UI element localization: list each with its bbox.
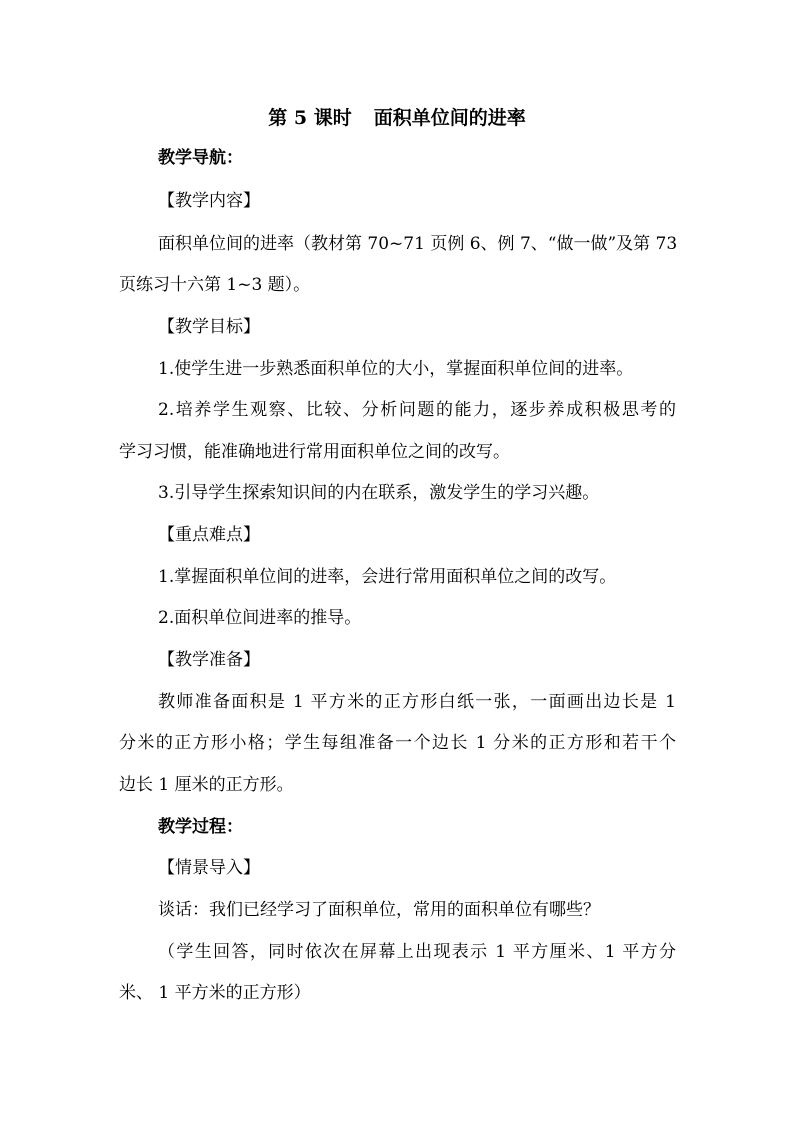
lesson-number: 第 5 课时 [268,107,352,129]
key-point-1: 1.掌握面积单位间的进率，会进行常用面积单位之间的改写。 [158,567,617,587]
teaching-process-heading: 教学过程： [158,817,243,837]
goal-item-2-line2: 学习习惯，能准确地进行常用面积单位之间的改写。 [119,442,510,462]
goal-item-2-line1: 2.培养学生观察、比较、分析问题的能力，逐步养成积极思考的 [158,400,676,420]
teaching-navigation-heading: 教学导航： [158,148,243,168]
lesson-topic: 面积单位间的进率 [373,107,526,129]
content-paragraph-line2: 页练习十六第 1~3 题）。 [119,275,311,295]
page-title [0,104,794,132]
goal-item-3: 3.引导学生探索知识间的内在联系，激发学生的学习兴趣。 [158,483,600,503]
section-heading-preparation: 【教学准备】 [158,650,260,670]
section-heading-goals: 【教学目标】 [158,317,260,337]
answer-paragraph-line1: （学生回答，同时依次在屏幕上出现表示 1 平方厘米、1 平方分 [158,942,676,962]
section-heading-introduction: 【情景导入】 [158,858,260,878]
preparation-line3: 边长 1 厘米的正方形。 [119,775,294,795]
content-paragraph-line1: 面积单位间的进率（教材第 70~71 页例 6、例 7、“做一做”及第 73 [158,234,678,254]
answer-paragraph-line2: 米、 1 平方米的正方形） [119,983,311,1003]
section-heading-key-points: 【重点难点】 [158,525,260,545]
talk-paragraph: 谈话：我们已经学习了面积单位，常用的面积单位有哪些？ [158,900,600,920]
goal-item-1: 1.使学生进一步熟悉面积单位的大小，掌握面积单位间的进率。 [158,359,634,379]
preparation-line1: 教师准备面积是 1 平方米的正方形白纸一张，一面画出边长是 1 [158,692,676,712]
key-point-2: 2.面积单位间进率的推导。 [158,608,362,628]
preparation-line2: 分米的正方形小格；学生每组准备一个边长 1 分米的正方形和若干个 [119,733,676,753]
section-heading-content: 【教学内容】 [158,191,260,211]
